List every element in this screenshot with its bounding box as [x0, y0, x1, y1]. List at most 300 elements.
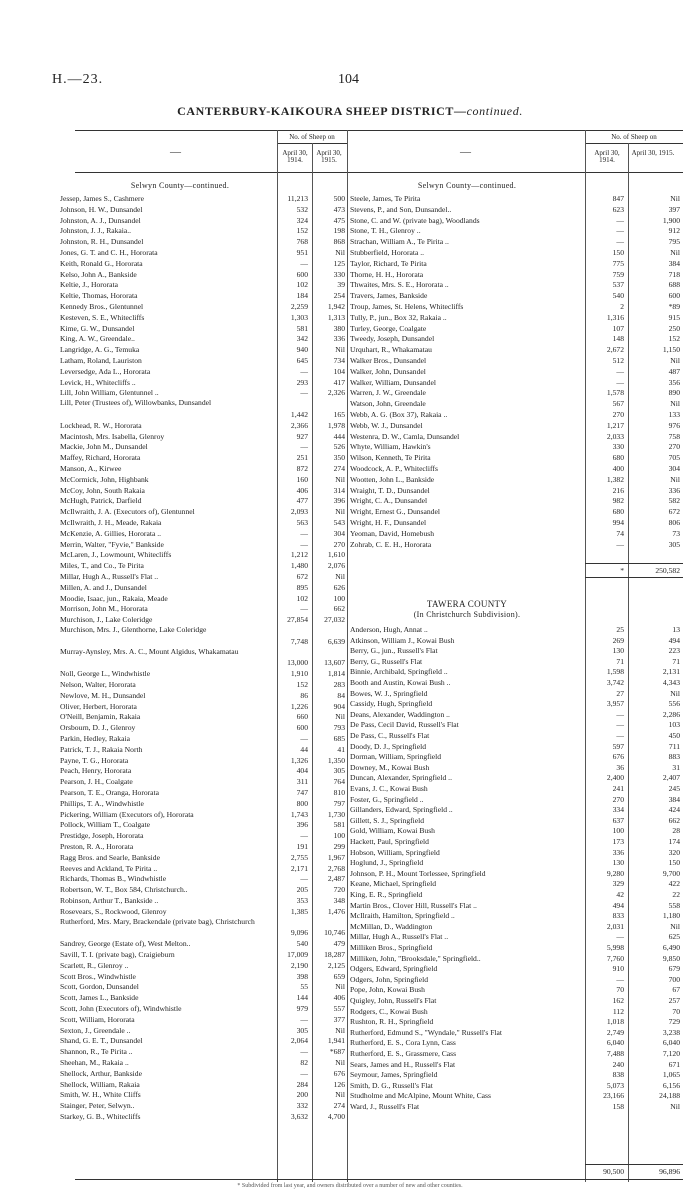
table-row [350, 387, 683, 398]
table-row [350, 825, 683, 836]
sheep-1915: 305 [668, 539, 680, 549]
owner-name: Tully, P., jun., Box 32, Rakaia .. [350, 312, 447, 322]
sheep-1915: 406 [333, 993, 345, 1003]
owner-name: McCoy, John, South Rakaia [60, 485, 145, 495]
sheep-1914: 982 [612, 496, 624, 506]
sheep-1915: 662 [668, 815, 680, 825]
sheep-1915: 314 [333, 485, 345, 495]
owner-name: Manson, A., Kirwee [60, 464, 122, 473]
sheep-1915: Nil [670, 356, 680, 365]
sheep-1915: 912 [668, 226, 680, 236]
sheep-1915: 257 [668, 996, 680, 1005]
sheep-1915: 676 [333, 1068, 345, 1078]
owner-name: Strachan, William A., Te Pirita .. [350, 237, 449, 247]
sheep-1914: 600 [296, 723, 308, 733]
sheep-1915: 543 [333, 518, 345, 527]
sheep-1915: 417 [333, 377, 345, 387]
sheep-1915: Nil [670, 688, 680, 698]
sheep-1915: 422 [668, 879, 680, 889]
total-rule-top [585, 1164, 683, 1165]
sheep-1914: 396 [296, 820, 308, 830]
right-col-1915: April 30, 1915. [631, 149, 675, 157]
owner-name: Atkinson, William J., Kowai Bush [350, 635, 455, 645]
table-row [350, 225, 683, 236]
sheep-1915: 720 [333, 885, 345, 895]
owner-name: Preston, R. A., Hororata [60, 842, 134, 851]
sheep-1914: 2,400 [606, 773, 624, 783]
sheep-1915: 41 [337, 744, 345, 754]
table-row [350, 804, 683, 815]
owner-name: Walker, William, Dunsandel [350, 377, 436, 387]
table-row [60, 1025, 348, 1036]
table-row [350, 1027, 683, 1038]
owner-name: Shand, G. E. T., Dunsandel [60, 1036, 143, 1046]
owner-name: Hoglund, J., Springfield [350, 858, 424, 868]
subtotal-1915: 250,582 [655, 566, 680, 575]
sheep-1914: 184 [296, 291, 308, 301]
sheep-1914: 847 [612, 194, 624, 203]
sheep-1914: 1,382 [606, 474, 624, 484]
sheep-1915: Nil [670, 1102, 680, 1111]
total-1914: 90,500 [603, 1167, 624, 1176]
sheep-1914: 1,018 [606, 1017, 624, 1027]
sheep-1914: 241 [612, 784, 624, 793]
sheep-1915: Nil [335, 507, 345, 517]
owner-name: Scarlett, R., Glenroy .. [60, 960, 129, 970]
table-row [60, 614, 348, 625]
table-row [60, 819, 348, 830]
sheep-1915: 71 [672, 656, 680, 666]
sheep-1914: 86 [300, 690, 308, 700]
table-row [60, 744, 348, 755]
sheep-1914: 5,998 [606, 943, 624, 952]
sheep-1914: 342 [296, 334, 308, 344]
sheep-1915: Nil [670, 474, 680, 484]
sheep-1915: Nil [335, 572, 345, 581]
table-row [60, 1079, 348, 1090]
sheep-1914: — [300, 539, 308, 549]
owner-name: Wright, Ernest G., Dunsandel [350, 507, 440, 517]
table-row [60, 1035, 348, 1046]
owner-name: Newlove, M. H., Dunsandel [60, 690, 146, 700]
owner-name: Reeves and Ackland, Te Pirita .. [60, 863, 158, 873]
sheep-1915: 270 [333, 539, 345, 549]
table-row [60, 204, 348, 215]
sheep-1914: 1,442 [290, 409, 308, 419]
table-row [60, 917, 348, 939]
owner-name: Sexton, J., Greendale .. [60, 1025, 131, 1035]
table-row [350, 719, 683, 730]
owner-name: Kelso, John A., Bankside [60, 269, 137, 279]
owner-name: Doody, D. J., Springfield [350, 741, 427, 751]
sheep-1914: 477 [296, 496, 308, 506]
table-row [350, 645, 683, 656]
owner-name: De Pass, Cecil David, Russell's Flat [350, 720, 459, 730]
sheep-1914: 173 [612, 837, 624, 846]
sheep-1915: 10,746 [324, 928, 345, 938]
owner-name: Ragg Bros. and Searle, Bankside [60, 852, 160, 862]
owner-name: Pollock, William T., Coalgate [60, 820, 150, 830]
sheep-1914: 2,171 [290, 863, 308, 873]
sheep-1915: 679 [668, 964, 680, 974]
sheep-1915: 270 [668, 442, 680, 452]
table-row [350, 290, 683, 301]
sheep-1915: 6,490 [662, 943, 680, 952]
sheep-1915: 797 [333, 798, 345, 808]
sheep-1915: Nil [670, 248, 680, 257]
owner-name: Wilson, Kenneth, Te Pirita [350, 453, 431, 463]
table-row [60, 938, 348, 949]
owner-name: Robinson, Arthur T., Bankside .. [60, 896, 159, 905]
sheep-1914: — [300, 1014, 308, 1024]
owner-name: Savill, T. I. (private bag), Craigieburn [60, 950, 175, 959]
sheep-1914: — [616, 237, 624, 247]
table-row [350, 1048, 683, 1059]
owner-name: Morrison, John M., Hororata [60, 604, 148, 614]
table-row [350, 889, 683, 900]
table-row [60, 593, 348, 604]
owner-name: Stevens, P., and Son, Dunsandel.. [350, 204, 452, 214]
sheep-1915: 7,120 [662, 1049, 680, 1058]
table-row [350, 441, 683, 452]
owner-name: Rushton, R. H., Springfield [350, 1017, 434, 1027]
sheep-1915: 2,076 [327, 561, 345, 571]
sheep-1914: 102 [296, 593, 308, 603]
table-row [60, 1100, 348, 1111]
owner-name: Zohrab, C. E. H., Hororata [350, 539, 432, 549]
sheep-1915: 27,032 [324, 615, 345, 625]
sheep-1914: 1,212 [290, 550, 308, 560]
sheep-1914: 1,303 [290, 312, 308, 322]
sheep-1914: 494 [612, 900, 624, 910]
table-row [350, 984, 683, 995]
sheep-1915: 348 [333, 896, 345, 905]
sheep-1915: 330 [333, 269, 345, 279]
sheep-1915: 904 [333, 701, 345, 711]
sheep-1915: 274 [333, 1101, 345, 1111]
table-row [60, 668, 348, 679]
sheep-1914: — [300, 1047, 308, 1057]
owner-name: Dorman, William, Springfield [350, 752, 442, 762]
owner-name: Booth and Austin, Kowai Bush .. [350, 678, 451, 687]
sheep-1915: 100 [333, 593, 345, 603]
sheep-1914: 2 [620, 302, 624, 311]
table-row [60, 863, 348, 874]
sheep-1914: 17,009 [287, 950, 308, 959]
sheep-1915: 245 [668, 784, 680, 793]
sheep-1915: 254 [333, 291, 345, 301]
owner-name: Sandrey, George (Estate of), West Melton.. [60, 939, 191, 949]
sheep-1914: 979 [296, 1004, 308, 1013]
table-row [60, 366, 348, 377]
table-row [60, 625, 348, 647]
owner-name: Prestidge, Joseph, Hororata [60, 831, 144, 841]
sheep-1915: 424 [668, 805, 680, 815]
sheep-1914: 1,226 [290, 701, 308, 711]
title-suffix: continued. [466, 104, 523, 118]
table-row [350, 247, 683, 258]
table-row [60, 333, 348, 344]
owner-name: Hackett, Paul, Springfield [350, 837, 429, 846]
sheep-1914: 25 [616, 625, 624, 634]
table-row [350, 1090, 683, 1101]
owner-name: McMillan, D., Waddington [350, 921, 433, 931]
table-row [60, 755, 348, 766]
table-row [60, 852, 348, 863]
owner-name: Pearson, T. E., Oranga, Hororata [60, 788, 160, 797]
right-header-dash: — [460, 146, 471, 158]
sheep-1915: 734 [333, 356, 345, 365]
sheep-1914: 36 [616, 762, 624, 772]
sheep-1914: 152 [296, 680, 308, 689]
sheep-1915: 250 [668, 323, 680, 333]
table-row [350, 709, 683, 720]
sheep-1914: 216 [612, 485, 624, 495]
sheep-1914: 680 [612, 507, 624, 517]
sheep-1915: 473 [333, 204, 345, 214]
owner-name: Smith, W. H., White Cliffs [60, 1090, 141, 1100]
sheep-1914: 2,259 [290, 302, 308, 311]
sheep-1915: Nil [335, 712, 345, 722]
owner-name: Miles, T., and Co., Te Pirita [60, 561, 144, 571]
sheep-1914: — [616, 932, 624, 942]
owner-name: Martin Bros., Clover Hill, Russell's Flat .. [350, 900, 477, 910]
sheep-1915: 84 [337, 690, 345, 700]
table-row [350, 1059, 683, 1070]
sheep-1915: 711 [668, 741, 680, 751]
sheep-1914: 2,672 [606, 345, 624, 355]
sheep-1915: 165 [333, 409, 345, 419]
table-row [60, 971, 348, 982]
table-row [350, 942, 683, 953]
sheep-1914: 940 [296, 345, 308, 355]
sheep-1914: 2,366 [290, 420, 308, 430]
owner-name: Robertson, W. T., Box 584, Christchurch.. [60, 885, 188, 895]
sheep-1915: Nil [335, 982, 345, 992]
sheep-1914: 398 [296, 971, 308, 981]
sheep-1914: 895 [296, 582, 308, 592]
table-row [60, 884, 348, 895]
table-row [60, 873, 348, 884]
table-row [350, 878, 683, 889]
sheep-1915: 806 [668, 518, 680, 527]
sheep-1915: 2,487 [327, 874, 345, 884]
table-row [60, 1057, 348, 1068]
owner-name: De Pass, C., Russell's Flat [350, 731, 430, 740]
sheep-1915: 705 [668, 453, 680, 463]
owner-name: Walker Bros., Dunsandel [350, 356, 427, 365]
owner-name: Rutherford, Mrs. Mary, Brackendale (private bag), Christchurch [60, 916, 255, 926]
sheep-1914: — [300, 528, 308, 538]
sheep-1914: 676 [612, 752, 624, 762]
sheep-1915: 100 [333, 831, 345, 841]
sheep-1914: 7,760 [606, 953, 624, 963]
title-main: CANTERBURY-KAIKOURA SHEEP DISTRICT— [177, 104, 467, 118]
sheep-1914: 311 [296, 777, 308, 787]
table-row [350, 506, 683, 517]
sheep-1914: 2,755 [290, 852, 308, 862]
owner-name: McHugh, Patrick, Darfield [60, 496, 142, 506]
sheep-1914: 9,096 [290, 928, 308, 938]
left-section-heading: Selwyn County—continued. [130, 181, 230, 190]
table-row [60, 312, 348, 323]
owner-name: O'Neill, Benjamin, Rakaia [60, 712, 141, 722]
table-row [60, 1111, 348, 1122]
owner-name: Shellock, Arthur, Bankside [60, 1068, 142, 1078]
table-row [350, 398, 683, 409]
owner-name: Lockhead, R. W., Hororata [60, 420, 142, 430]
sheep-1914: 42 [616, 890, 624, 899]
sheep-1914: — [616, 720, 624, 730]
owner-name: Yeoman, David, Homebush [350, 528, 435, 538]
owner-name: Bowes, W. J., Springfield [350, 688, 428, 698]
owner-name: Noll, George L., Windwhistle [60, 669, 151, 679]
sheep-1915: 13 [672, 625, 680, 634]
table-row [350, 452, 683, 463]
owner-name: Urquhart, R., Whakamatau [350, 345, 432, 355]
sheep-1914: 74 [616, 528, 624, 538]
table-row [60, 733, 348, 744]
table-row [60, 895, 348, 906]
sheep-1914: 927 [296, 431, 308, 441]
sheep-1914: 27 [616, 688, 624, 698]
sheep-1915: 685 [333, 734, 345, 743]
sheep-1915: 662 [333, 604, 345, 614]
sheep-1915: Nil [335, 1090, 345, 1100]
sheep-1915: 883 [668, 752, 680, 762]
sheep-1914: 800 [296, 798, 308, 808]
sheep-1915: 758 [668, 431, 680, 441]
table-row [60, 279, 348, 290]
sheep-1914: 148 [612, 334, 624, 344]
owner-name: Shannon, R., Te Pirita .. [60, 1047, 133, 1057]
sheep-1914: 353 [296, 896, 308, 905]
sheep-1915: Nil [670, 194, 680, 203]
owner-name: Payne, T. G., Hororata [60, 755, 129, 765]
owner-name: Gold, William, Kowai Bush [350, 826, 435, 836]
sheep-1914: 838 [612, 1070, 624, 1080]
table-row [350, 215, 683, 226]
sheep-1915: 126 [333, 1079, 345, 1089]
owner-name: Gillanders, Edward, Springfield .. [350, 805, 453, 815]
table-row [60, 1089, 348, 1100]
table-row [60, 258, 348, 269]
sheep-1914: 532 [296, 204, 308, 214]
left-col-1915: April 30, 1915. [316, 149, 342, 164]
sheep-1915: 671 [668, 1059, 680, 1069]
sheep-1914: 540 [612, 291, 624, 301]
table-row [350, 868, 683, 879]
sheep-1914: 512 [612, 356, 624, 365]
table-row [350, 974, 683, 985]
sheep-1915: 67 [672, 985, 680, 995]
owner-name: Taylor, Richard, Te Pirita [350, 258, 427, 268]
table-row [60, 1068, 348, 1079]
owner-name: Moodie, Isaac, jun., Rakaia, Meade [60, 593, 168, 603]
sheep-1915: 336 [668, 485, 680, 495]
table-row [60, 398, 348, 420]
sheep-1915: 626 [333, 582, 345, 592]
table-row [60, 193, 348, 204]
sheep-1914: 637 [612, 815, 624, 825]
table-row [60, 992, 348, 1003]
sheep-1914: 660 [296, 712, 308, 722]
sheep-1914: 3,957 [606, 699, 624, 709]
owner-name: Odgers, John, Springfield [350, 974, 429, 984]
sheep-1915: 1,350 [327, 755, 345, 765]
tawera-county-heading: TAWERA COUNTY [426, 599, 508, 609]
table-row [350, 279, 683, 290]
owner-name: Turley, George, Coalgate [350, 323, 427, 333]
table-row [60, 765, 348, 776]
sheep-1914: — [300, 734, 308, 743]
left-col-1914: April 30, 1914. [282, 149, 308, 164]
owner-name: Troup, James, St. Helens, Whitecliffs [350, 302, 464, 311]
sheep-1915: Nil [670, 399, 680, 409]
sheep-1914: 2,749 [606, 1027, 624, 1037]
owner-name: Millar, Hugh A., Russell's Flat .. [350, 932, 449, 942]
table-row [350, 236, 683, 247]
sheep-1914: 44 [300, 744, 308, 754]
sheep-1914: — [616, 731, 624, 740]
owner-name: Cassidy, Hugh, Springfield [350, 699, 433, 709]
sheep-1914: 251 [296, 453, 308, 463]
sheep-1915: 22 [672, 890, 680, 899]
owner-name: Watson, John, Greendale [350, 399, 426, 409]
sheep-1914: 406 [296, 485, 308, 495]
page-title [0, 104, 700, 119]
table-row [350, 1069, 683, 1080]
sheep-1915: 444 [333, 431, 345, 441]
table-row [60, 701, 348, 712]
table-row [350, 688, 683, 699]
sheep-1915: 729 [668, 1017, 680, 1027]
sheep-1914: 910 [612, 964, 624, 974]
owner-name: Warren, J. W., Greendale [350, 388, 426, 398]
table-row [350, 312, 683, 323]
sheep-1915: 304 [333, 528, 345, 538]
owner-name: Johnston, A. J., Dunsandel [60, 215, 141, 225]
table-row [350, 1037, 683, 1048]
sheep-1915: 356 [668, 377, 680, 387]
owner-name: Shellock, William, Rakaia [60, 1079, 140, 1089]
subtotal-rule-bottom [585, 577, 683, 578]
table-row [60, 981, 348, 992]
table-row [350, 258, 683, 269]
sheep-1914: 2,064 [290, 1036, 308, 1046]
sheep-1914: 537 [612, 280, 624, 290]
sheep-1915: 500 [333, 194, 345, 203]
sheep-1914: — [300, 258, 308, 268]
table-row [350, 794, 683, 805]
owner-name: Keltie, Thomas, Hororata [60, 291, 138, 301]
sheep-1914: — [616, 974, 624, 984]
owner-name: Whyte, William, Hawkin's [350, 442, 431, 452]
owner-name: Nelson, Walter, Hororata [60, 680, 136, 689]
table-row [60, 798, 348, 809]
sheep-1914: — [300, 366, 308, 376]
table-row [60, 560, 348, 571]
sheep-1914: 284 [296, 1079, 308, 1089]
owner-name: Westenra, D. W., Camla, Dunsandel [350, 431, 460, 441]
sheep-1914: — [300, 604, 308, 614]
owner-name: McIlwraith, J. H., Meade, Rakaia [60, 518, 162, 527]
sheep-1914: 112 [612, 1006, 624, 1016]
owner-name: Johnston, J. J., Rakaia.. [60, 226, 132, 236]
owner-name: Langridge, A. G., Temuka [60, 345, 140, 355]
owner-name: Rutherford, E. S., Cora Lynn, Cass [350, 1038, 456, 1048]
sheep-1915: 718 [668, 269, 680, 279]
